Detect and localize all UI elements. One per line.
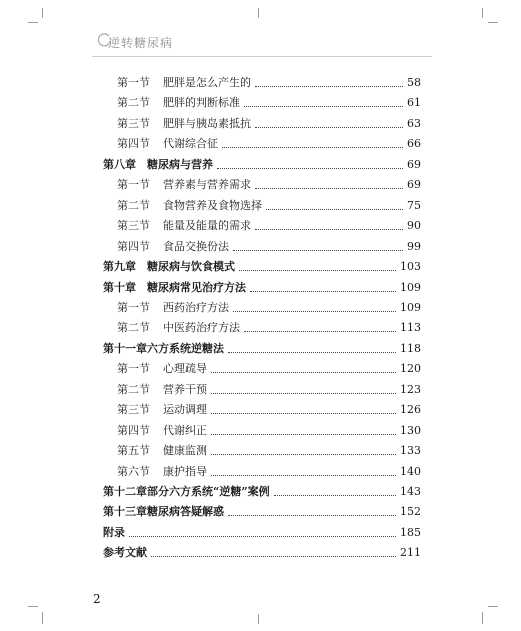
dot-leader	[255, 126, 403, 128]
toc-entry-label	[117, 93, 240, 113]
dot-leader	[266, 208, 403, 210]
toc-section-entry[interactable]	[117, 318, 421, 338]
toc-entry-title: 肥胖与胰岛素抵抗	[163, 116, 251, 130]
toc-entry-number: 第六节	[117, 464, 150, 478]
toc-entry-label	[117, 237, 229, 257]
toc-entry-title: 部分六方系统“逆糖”案例	[147, 485, 270, 498]
header-rule	[92, 56, 432, 57]
toc-entry-title: 中医药治疗方法	[163, 321, 240, 335]
toc-entry-label	[103, 523, 125, 543]
toc-entry-number: 第二节	[117, 96, 150, 110]
toc-section-entry[interactable]	[117, 237, 421, 257]
toc-entry-title: 糖尿病与饮食模式	[147, 260, 235, 274]
crop-mark	[488, 22, 498, 23]
dot-leader	[233, 249, 403, 251]
toc-entry-label	[117, 421, 207, 441]
toc-entry-label	[103, 278, 246, 298]
toc-entry-label	[117, 175, 251, 195]
toc-entry-title: 康护指导	[163, 464, 207, 478]
crop-mark	[488, 606, 498, 607]
toc-entry-page: 69	[407, 157, 421, 171]
toc-section-entry[interactable]	[117, 359, 421, 379]
toc-chapter-entry[interactable]	[103, 543, 421, 563]
toc-entry-page: 61	[407, 96, 421, 110]
toc-entry-label	[117, 73, 251, 93]
toc-entry-number: 第三节	[117, 116, 150, 130]
toc-section-entry[interactable]	[117, 175, 421, 195]
toc-entry-label	[117, 380, 207, 400]
toc-entry-title: 营养素与营养需求	[163, 178, 251, 192]
dot-leader	[211, 371, 396, 373]
toc-entry-page: 58	[407, 76, 421, 89]
toc-entry-page: 118	[400, 341, 421, 355]
toc-entry-page: 69	[407, 178, 421, 192]
toc-entry-page: 140	[400, 464, 421, 478]
toc-section-entry[interactable]	[117, 380, 421, 400]
toc-entry-label	[117, 114, 251, 134]
dot-leader	[211, 453, 396, 455]
toc-entry-title: 代谢综合征	[163, 137, 218, 151]
toc-section-entry[interactable]	[117, 400, 421, 420]
toc-entry-page: 113	[400, 321, 421, 335]
dot-leader	[151, 555, 396, 557]
toc-section-entry[interactable]	[117, 73, 421, 93]
toc-entry-page: 109	[400, 280, 421, 294]
toc-entry-number: 第四节	[117, 137, 150, 151]
toc-entry-title: 肥胖的判断标准	[163, 96, 240, 110]
crop-mark	[482, 612, 483, 624]
page-number: 2	[93, 592, 101, 606]
toc-chapter-entry[interactable]	[103, 523, 421, 543]
toc-entry-title: 西药治疗方法	[163, 300, 229, 314]
toc-entry-label	[117, 318, 240, 338]
toc-entry-page: 63	[407, 116, 421, 130]
dot-leader	[255, 85, 403, 87]
toc-entry-title: 营养干预	[163, 382, 207, 396]
dot-leader	[211, 433, 396, 435]
toc-entry-page: 126	[400, 403, 421, 417]
running-header-title: 逆转糖尿病	[108, 36, 174, 50]
toc-entry-label	[103, 482, 270, 502]
toc-chapter-entry[interactable]	[103, 278, 421, 298]
toc-entry-page: 152	[400, 505, 421, 519]
toc-entry-page: 109	[400, 300, 421, 314]
toc-entry-label	[103, 257, 235, 277]
toc-entry-page: 123	[400, 382, 421, 396]
toc-entry-number: 第十章	[103, 280, 136, 294]
toc-section-entry[interactable]	[117, 298, 421, 318]
toc-entry-page: 103	[400, 260, 421, 274]
dot-leader	[222, 146, 403, 148]
toc-entry-label	[103, 339, 224, 359]
toc-entry-number: 第十二章	[103, 485, 147, 498]
dot-leader	[211, 392, 396, 394]
dot-leader	[255, 187, 403, 189]
toc-entry-title: 食物营养及食物选择	[163, 198, 262, 212]
toc-entry-label	[103, 155, 213, 175]
toc-chapter-entry[interactable]	[103, 502, 421, 522]
crop-mark	[42, 612, 43, 624]
toc-entry-number: 第一节	[117, 76, 150, 89]
toc-entry-label	[117, 216, 251, 236]
toc-entry-title: 参考文献	[103, 546, 147, 560]
crop-mark	[28, 606, 38, 607]
toc-entry-page: 90	[407, 219, 421, 233]
toc-section-entry[interactable]	[117, 462, 421, 482]
dot-leader	[250, 290, 396, 292]
toc-entry-label	[117, 196, 262, 216]
toc-entry-page: 185	[400, 525, 421, 539]
dot-leader	[244, 105, 403, 107]
dot-leader	[217, 167, 403, 169]
toc-entry-number: 第四节	[117, 423, 150, 437]
toc-entry-number: 第一节	[117, 362, 150, 376]
dot-leader	[211, 474, 396, 476]
dot-leader	[211, 412, 396, 414]
toc-entry-number: 第五节	[117, 444, 150, 458]
crop-mark	[258, 614, 259, 624]
toc-entry-number: 第二节	[117, 198, 150, 212]
toc-entry-number: 第二节	[117, 382, 150, 396]
toc-entry-number: 第十一章	[103, 341, 147, 355]
toc-entry-number: 第十三章	[103, 505, 147, 519]
toc-entry-label	[103, 543, 147, 563]
dot-leader	[129, 535, 396, 537]
dot-leader	[228, 351, 396, 353]
toc-section-entry[interactable]	[117, 114, 421, 134]
toc-chapter-entry[interactable]	[103, 155, 421, 175]
toc-entry-number: 第三节	[117, 219, 150, 233]
toc-section-entry[interactable]	[117, 196, 421, 216]
toc-entry-label	[117, 441, 207, 461]
toc-entry-label	[117, 298, 229, 318]
toc-entry-label	[117, 400, 207, 420]
toc-entry-page: 211	[400, 546, 421, 560]
toc-entry-title: 心理疏导	[163, 362, 207, 376]
toc-entry-title: 健康监测	[163, 444, 207, 458]
toc-entry-label	[117, 359, 207, 379]
toc-chapter-entry[interactable]	[103, 482, 421, 502]
toc-section-entry[interactable]	[117, 421, 421, 441]
toc-entry-title: 运动调理	[163, 403, 207, 417]
toc-entry-title: 代谢纠正	[163, 423, 207, 437]
toc-entry-title: 糖尿病常见治疗方法	[147, 280, 246, 294]
toc-entry-title: 食品交换份法	[163, 239, 229, 253]
dot-leader	[228, 514, 396, 516]
toc-entry-title: 肥胖是怎么产生的	[163, 76, 251, 89]
dot-leader	[239, 269, 396, 271]
toc-entry-page: 143	[400, 485, 421, 498]
toc-entry-page: 130	[400, 423, 421, 437]
toc-section-entry[interactable]	[117, 216, 421, 236]
toc-entry-title: 糖尿病与营养	[147, 157, 213, 171]
toc-section-entry[interactable]	[117, 93, 421, 113]
toc-entry-number: 第三节	[117, 403, 150, 417]
crop-mark	[42, 8, 43, 18]
dot-leader	[274, 494, 396, 496]
dot-leader	[233, 310, 396, 312]
toc-entry-title: 能量及能量的需求	[163, 219, 251, 233]
toc-chapter-entry[interactable]	[103, 257, 421, 277]
toc-entry-title: 附录	[103, 525, 125, 539]
toc-entry-label	[117, 462, 207, 482]
toc-chapter-entry[interactable]	[103, 339, 421, 359]
toc-section-entry[interactable]	[117, 134, 421, 154]
toc-entry-page: 120	[400, 362, 421, 376]
toc-entry-page: 99	[407, 239, 421, 253]
toc-entry-page: 66	[407, 137, 421, 151]
toc-entry-number: 第九章	[103, 260, 136, 274]
toc-entry-number: 第八章	[103, 157, 136, 171]
toc-entry-label	[103, 502, 224, 522]
crop-mark	[482, 8, 483, 18]
toc-entry-page: 75	[407, 198, 421, 212]
crop-mark	[258, 8, 259, 18]
toc-entry-page: 133	[400, 444, 421, 458]
dot-leader	[255, 228, 403, 230]
toc-entry-number: 第一节	[117, 300, 150, 314]
toc-entry-label	[117, 134, 218, 154]
toc-entry-number: 第四节	[117, 239, 150, 253]
toc-entry-title: 六方系统逆糖法	[147, 341, 224, 355]
crop-mark	[28, 22, 38, 23]
toc-entry-number: 第一节	[117, 178, 150, 192]
dot-leader	[244, 330, 396, 332]
toc-entry-title: 糖尿病答疑解惑	[147, 505, 224, 519]
toc-section-entry[interactable]	[117, 441, 421, 461]
toc-entry-number: 第二节	[117, 321, 150, 335]
